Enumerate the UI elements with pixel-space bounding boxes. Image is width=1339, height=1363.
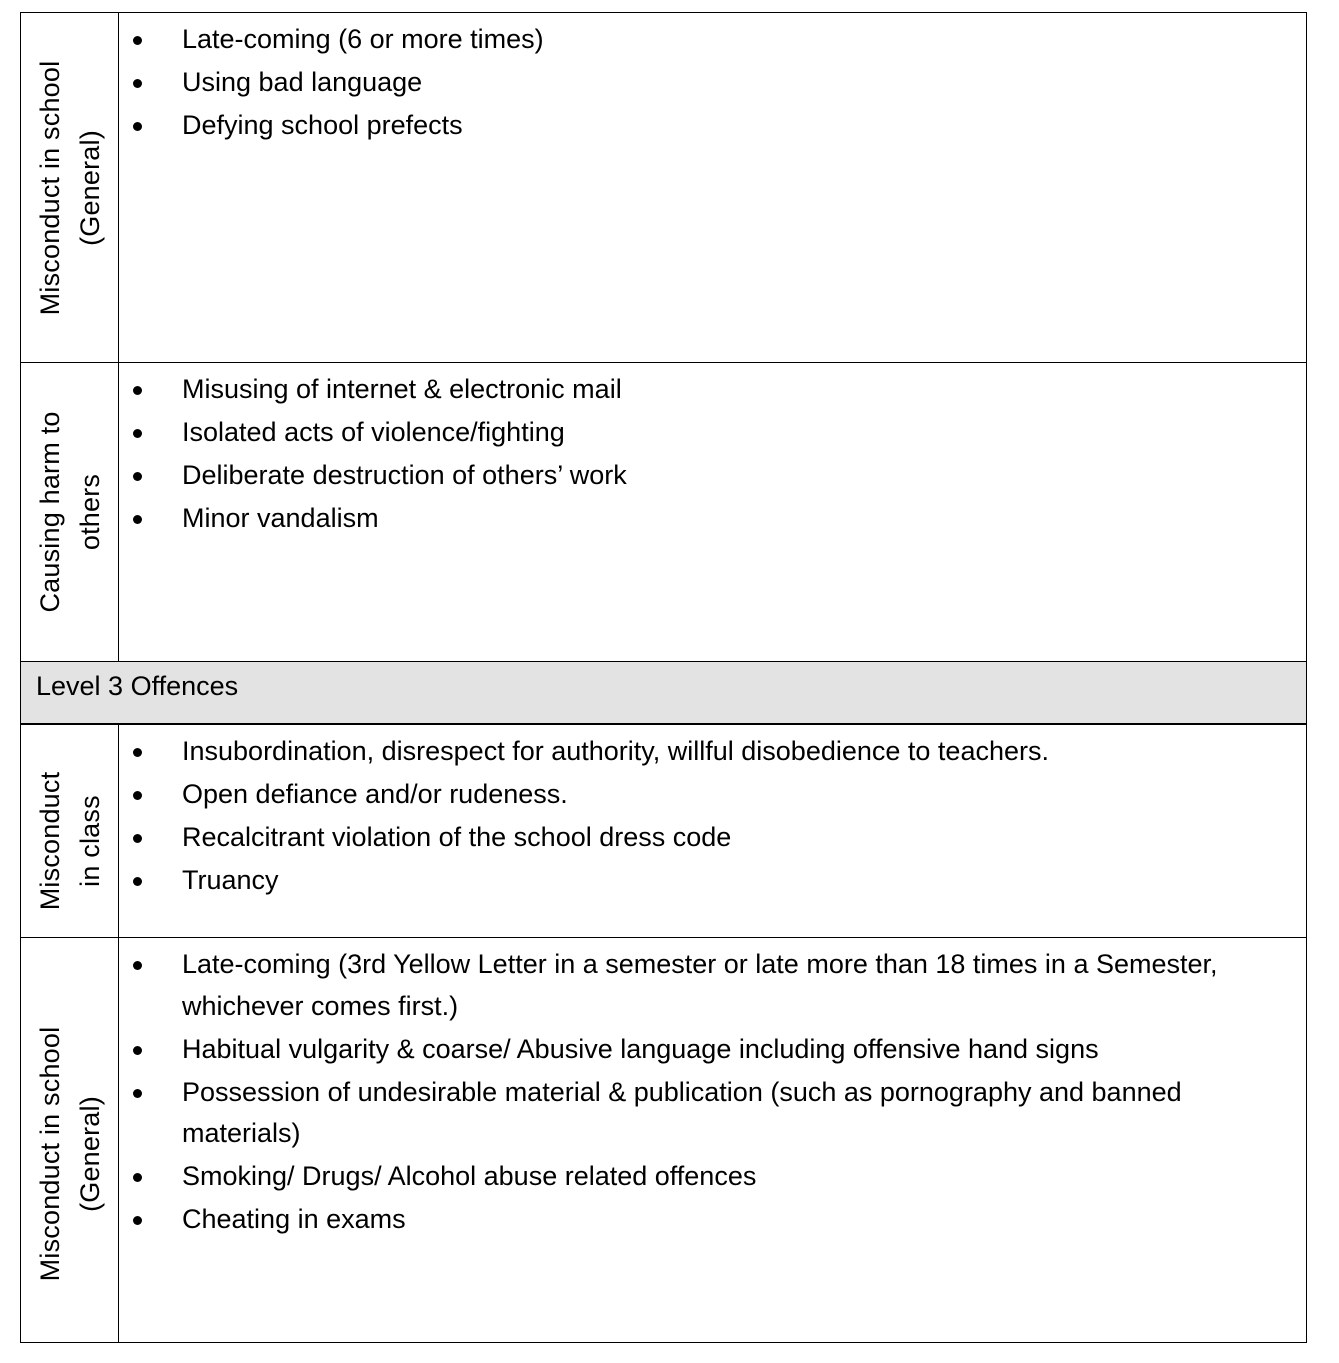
items-cell [119, 938, 1306, 1342]
bullet-icon [133, 429, 142, 438]
bullet-icon [133, 472, 142, 481]
bullet-icon [133, 877, 142, 886]
list-item: Isolated acts of violence/fighting [119, 412, 1306, 454]
category-cell [21, 725, 119, 937]
bullet-icon [133, 791, 142, 800]
items-cell [119, 13, 1306, 362]
list-item: Habitual vulgarity & coarse/ Abusive language including offensive hand signs [119, 1029, 1306, 1071]
offence-row [21, 363, 1306, 662]
level-header-row [21, 662, 1306, 725]
bullet-icon [133, 515, 142, 524]
list-item: Minor vandalism [119, 498, 1306, 540]
category-label: Causing harm to others [35, 411, 105, 613]
list-item: Defying school prefects [119, 105, 1306, 147]
bullet-icon [133, 961, 142, 970]
offence-list [119, 731, 1306, 903]
category-cell [21, 938, 119, 1342]
list-item: Insubordination, disrespect for authority, willful disobedience to teachers. [119, 731, 1306, 773]
level-title: Level 3 Offences [36, 671, 239, 701]
bullet-icon [133, 122, 142, 131]
items-cell [119, 363, 1306, 661]
category-label: Misconduct in school (General) [35, 60, 105, 316]
bullet-icon [133, 748, 142, 757]
bullet-icon [133, 1089, 142, 1098]
category-cell [21, 13, 119, 362]
list-item: Open defiance and/or rudeness. [119, 774, 1306, 816]
offence-row [21, 938, 1306, 1342]
offence-list [119, 369, 1306, 541]
offence-row [21, 13, 1306, 363]
category-label: Misconduct in class [35, 771, 105, 911]
bullet-icon [133, 79, 142, 88]
offence-row [21, 725, 1306, 938]
bullet-icon [133, 1216, 142, 1225]
list-item: Misusing of internet & electronic mail [119, 369, 1306, 411]
bullet-icon [133, 1046, 142, 1055]
bullet-icon [133, 834, 142, 843]
bullet-icon [133, 1173, 142, 1182]
list-item: Late-coming (6 or more times) [119, 19, 1306, 61]
list-item: Possession of undesirable material & publication (such as pornography and banned materials) [119, 1072, 1306, 1155]
list-item: Recalcitrant violation of the school dress code [119, 817, 1306, 859]
list-item: Truancy [119, 860, 1306, 902]
list-item: Late-coming (3rd Yellow Letter in a semester or late more than 18 times in a Semester, whichever comes first.) [119, 944, 1306, 1027]
category-cell [21, 363, 119, 661]
bullet-icon [133, 36, 142, 45]
list-item: Smoking/ Drugs/ Alcohol abuse related offences [119, 1156, 1306, 1198]
list-item: Cheating in exams [119, 1199, 1306, 1241]
offence-list [119, 19, 1306, 148]
items-cell [119, 725, 1306, 937]
bullet-icon [133, 386, 142, 395]
list-item: Deliberate destruction of others’ work [119, 455, 1306, 497]
list-item: Using bad language [119, 62, 1306, 104]
offences-table [20, 12, 1307, 1343]
category-label: Misconduct in school (General) [35, 1026, 105, 1282]
offence-list [119, 944, 1306, 1242]
